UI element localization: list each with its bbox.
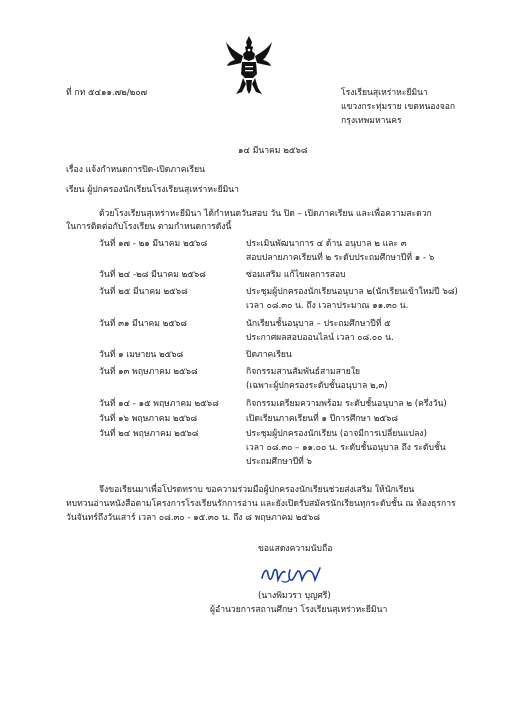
schedule-date: วันที่ ๓๑ มีนาคม ๒๕๖๘ <box>99 319 187 329</box>
schedule-desc: กิจกรรมสานสัมพันธ์สามสายใย <box>246 367 361 377</box>
address-line-1: แขวงกระทุ่มราย เขตหนองจอก <box>341 102 456 112</box>
recipient-line: เรียน ผู้ปกครองนักเรียนโรงเรียนสุเหร่าหะยีมินา <box>66 185 240 195</box>
schedule-date: วันที่ ๑๗ - ๒๑ มีนาคม ๒๕๖๘ <box>99 239 208 249</box>
schedule-date: วันที่ ๑๖ พฤษภาคม ๒๕๖๘ <box>99 414 198 424</box>
regards: ขอแสดงความนับถือ <box>258 544 333 554</box>
schedule-desc: เปิดเรียนภาคเรียนที่ ๑ ปีการศึกษา ๒๕๖๘ <box>246 414 398 424</box>
schedule-desc: ประชุมผู้ปกครองนักเรียนอนุบาล ๒(นักเรียนเข้าใหม่ปี ๖๘) <box>246 287 458 297</box>
signer-position: ผู้อำนวยการสถานศึกษา โรงเรียนสุเหร่าหะยีมินา <box>210 605 388 615</box>
schedule-date: วันที่ ๑๓ พฤษภาคม ๒๕๖๘ <box>99 367 198 377</box>
garuda-emblem <box>224 34 274 98</box>
schedule-desc: (เฉพาะผู้ปกครองระดับชั้นอนุบาล ๒,๓) <box>246 381 388 391</box>
schedule-desc: ประถมศึกษาปีที่ ๖ <box>246 457 313 467</box>
document-date: ๑๔ มีนาคม ๒๕๖๘ <box>238 146 308 156</box>
reference-number: ที่ กท ๕๔๑๑.๗๒/๒๐๗ <box>66 88 148 98</box>
schedule-date: วันที่ ๒๔ พฤษภาคม ๒๕๖๘ <box>99 429 199 439</box>
signer-name: (นางพิมวรา บุญศรี) <box>258 591 331 601</box>
intro-line-1: ด้วยโรงเรียนสุเหร่าหะยีมินา ได้กำหนดวันสอบ วัน ปิด – เปิดภาคเรียน และเพื่อความสะดวก <box>99 209 432 219</box>
schedule-desc: นักเรียนชั้นอนุบาล – ประถมศึกษาปีที่ ๕ <box>246 319 391 329</box>
closing-line-3: วันจันทร์ถึงวันเสาร์ เวลา ๐๘.๓๐ - ๑๕.๓๐ น. ถึง ๘ พฤษภาคม ๒๕๖๘ <box>66 513 321 523</box>
schedule-date: วันที่ ๑๔ - ๑๕ พฤษภาคม ๒๕๖๘ <box>99 399 219 409</box>
school-name: โรงเรียนสุเหร่าหะยีมินา <box>341 88 428 98</box>
schedule-desc: เวลา ๐๘.๓๐ – ๑๑.๐๐ น. ระดับชั้นอนุบาล ถึง ระดับชั้น <box>246 443 446 453</box>
schedule-desc: สอบปลายภาคเรียนที่ ๒ ระดับประถมศึกษาปีที่ ๑ - ๖ <box>246 253 435 263</box>
schedule-desc: กิจกรรมเตรียมความพร้อม ระดับชั้นอนุบาล ๒ (ครึ่งวัน) <box>246 399 447 409</box>
signature <box>258 560 324 588</box>
intro-line-2: ในการติดต่อกับโรงเรียน ตามกำหนดการดังนี้ <box>66 222 232 232</box>
schedule-desc: เวลา ๐๘.๓๐ น. ถึง เวลาประมาณ ๑๑.๓๐ น. <box>246 301 409 311</box>
schedule-desc: ประกาศผลสอบออนไลน์ เวลา ๐๘.๐๐ น. <box>246 333 394 343</box>
schedule-date: วันที่ ๒๔ -๒๘ มีนาคม ๒๕๖๘ <box>99 270 206 280</box>
schedule-date: วันที่ ๒๕ มีนาคม ๒๕๖๘ <box>99 287 188 297</box>
schedule-desc: ประชุมผู้ปกครองนักเรียน (อาจมีการเปลี่ยนแปลง) <box>246 429 427 439</box>
address-line-2: กรุงเทพมหานคร <box>341 116 402 126</box>
schedule-desc: ประเมินพัฒนาการ ๔ ด้าน อนุบาล ๒ และ ๓ <box>246 239 407 249</box>
closing-line-1: จึงขอเรียนมาเพื่อโปรดทราบ ขอความร่วมมือผู้ปกครองนักเรียนช่วยส่งเสริม ให้นักเรียน <box>99 485 415 495</box>
schedule-desc: ปิดภาคเรียน <box>246 350 292 360</box>
closing-line-2: ทบทวนอ่านหนังสือตามโครงการโรงเรียนรักการอ่าน และยังเปิดรับสมัครนักเรียนทุกระดับชั้น ณ ห้องธุรการ <box>66 499 456 509</box>
schedule-date: วันที่ ๑ เมษายน ๒๕๖๘ <box>99 350 184 360</box>
subject-line: เรื่อง แจ้งกำหนดการปิด-เปิดภาคเรียน <box>66 165 206 175</box>
schedule-desc: ซ่อมเสริม แก้ไขผลการสอบ <box>246 270 346 280</box>
